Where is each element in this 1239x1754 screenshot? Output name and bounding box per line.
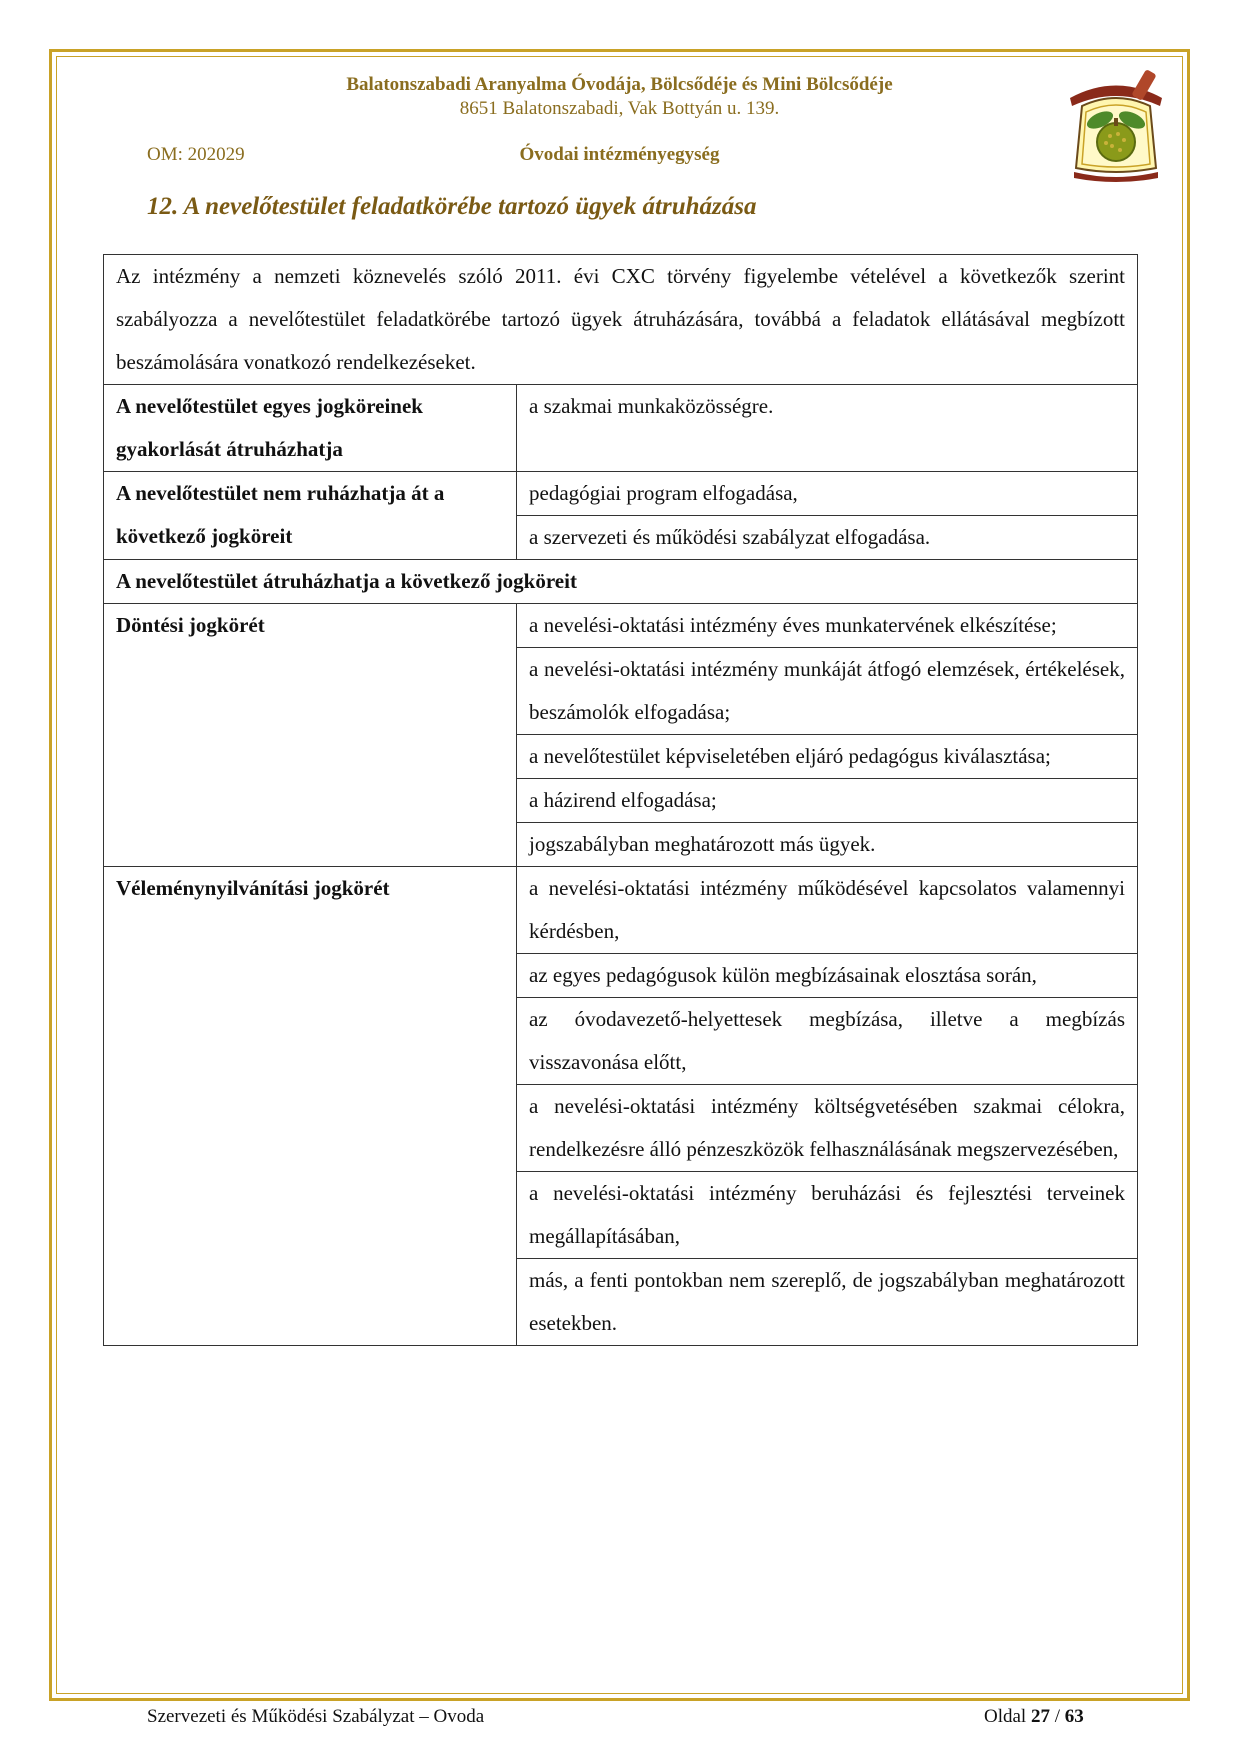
section-title: 12. A nevelőtestület feladatkörébe tartozó ügyek átruházása [147,193,757,220]
decision-item: a nevelőtestület képviseletében eljáró pedagógus kiválasztása; [517,735,1138,779]
opinion-item: a nevelési-oktatási intézmény beruházási és fejlesztési terveinek megállapításában, [517,1172,1138,1259]
decision-item: jogszabályban meghatározott más ügyek. [517,823,1138,867]
decision-item: a házirend elfogadása; [517,779,1138,823]
can-transfer-heading: A nevelőtestület átruházhatja a következő jogköreit [104,560,1138,604]
opinion-item: az óvodavezető-helyettesek megbízása, illetve a megbízás visszavonása előtt, [517,998,1138,1085]
om-number: OM: 202029 [147,144,245,165]
transfer-label: A nevelőtestület egyes jogköreinek gyakorlását átruházhatja [104,385,517,472]
table-row [104,385,1138,472]
no-transfer-item: a szervezeti és működési szabályzat elfogadása. [517,516,1138,560]
opinion-item: az egyes pedagógusok külön megbízásainak elosztása során, [517,954,1138,998]
transfer-value: a szakmai munkaközösségre. [517,385,1138,472]
page-separator: / [1054,1706,1060,1727]
table-row [104,255,1138,385]
table-row [104,560,1138,604]
opinion-item: a nevelési-oktatási intézmény működésével kapcsolatos valamennyi kérdésben, [517,867,1138,954]
opinion-label: Véleménynyilvánítási jogkörét [104,867,517,1346]
table-row [104,472,1138,516]
page-total: 63 [1064,1706,1084,1727]
decision-item: a nevelési-oktatási intézmény munkáját átfogó elemzések, értékelések, beszámolók elfogadása; [517,648,1138,735]
decision-item: a nevelési-oktatási intézmény éves munkatervének elkészítése; [517,604,1138,648]
opinion-item: a nevelési-oktatási intézmény költségvetésében szakmai célokra, rendelkezésre álló pénzeszközök felhasználásának megszervezésében, [517,1085,1138,1172]
table-row [104,604,1138,648]
decision-label: Döntési jogkörét [104,604,517,867]
page-prefix: Oldal [984,1706,1027,1727]
footer-page-number [984,1706,1084,1728]
no-transfer-label: A nevelőtestület nem ruházhatja át a következő jogköreit [104,472,517,560]
institution-name: Balatonszabadi Aranyalma Óvodája, Bölcsődéje és Mini Bölcsődéje [346,74,893,95]
intro-text: Az intézmény a nemzeti köznevelés szóló 2011. évi CXC törvény figyelembe vételével a következők szerint szabályozza a nevelőtestület feladatkörébe tartozó ügyek átruházására, továbbá a feladatok ellátásával megbízott beszámolására vonatkozó rendelkezéseket. [104,255,1138,385]
footer-document-name: Szervezeti és Működési Szabályzat – Ovoda [147,1706,485,1727]
page-current: 27 [1030,1706,1050,1727]
institution-address: 8651 Balatonszabadi, Vak Bottyán u. 139. [459,98,780,119]
delegation-table [103,254,1138,1346]
institution-logo [1060,68,1172,184]
table-row [104,867,1138,954]
unit-name: Óvodai intézményegység [519,144,720,165]
opinion-item: más, a fenti pontokban nem szereplő, de jogszabályban meghatározott esetekben. [517,1259,1138,1346]
no-transfer-item: pedagógiai program elfogadása, [517,472,1138,516]
